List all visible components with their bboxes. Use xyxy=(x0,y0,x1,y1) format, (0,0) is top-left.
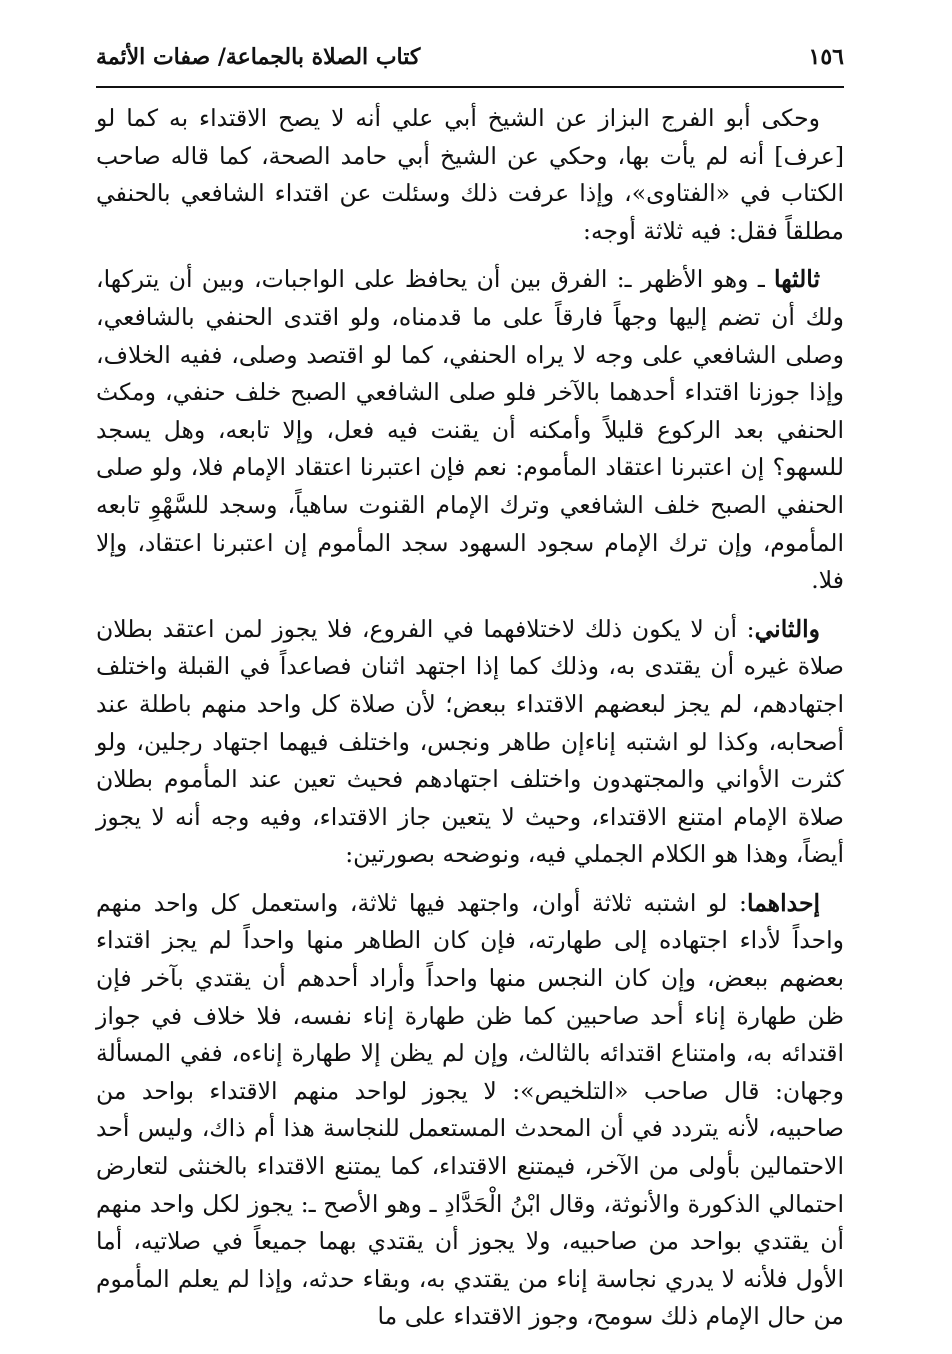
header-rule xyxy=(96,86,844,88)
paragraph-3-lead: والثاني xyxy=(754,614,820,643)
paragraph-4-text: : لو اشتبه ثلاثة أوان، واجتهد فيها ثلاثة، واستعمل كل واحد منهم واحداً لأداء اجتهاده إلى طهارته، فإن كان الطاهر منها واحداً لم يجز اقتداء بعضهم ببعض، وإن كان النجس منها واحداً وأراد أحدهم أن يقتدي بآخر فإن ظن طهارة إناء أحد صاحبين كما ظن طهارة إناء نفسه، فلا خلاف في جواز اقتدائه به، وامتناع اقتدائه بالثالث، وإن لم يظن إلا طهارة إناءه، ففي المسألة وجهان: قال صاحب «التلخيص»: لا يجوز لواحد منهم الاقتداء بواحد من صاحبيه، لأنه يتردد في أن المحدث المستعمل للنجاسة هذا أم ذاك، وليس أحد الاحتمالين بأولى من الآخر، فيمتنع الاقتداء، كما يمتنع الاقتداء بالخنثى لتعارض احتمالي الذكورة والأنوثة، وقال ابْنُ الْحَدَّادِ ـ وهو الأصح ـ: يجوز لكل واحد منهم أن يقتدي بواحد من صاحبيه، ولا يجوز أن يقتدي بهما جميعاً في صلاتيه، أما الأول فلأنه لا يدري نجاسة إناء من يقتدي به، وبقاء حدثه، وإذا لم يعلم المأموم من حال الإمام ذلك سومح، وجوز الاقتداء على ما xyxy=(96,888,844,1331)
body-text xyxy=(96,100,844,1347)
paragraph-2-text: ـ وهو الأظهر ـ: الفرق بين أن يحافظ على الواجبات، وبين أن يتركها، ولك أن تضم إليها وجهاً فارقاً على ما قدمناه، ولو اقتدى الحنفي بالشافعي، وصلى الشافعي على وجه لا يراه الحنفي، كما لو اقتصد وصلى، ففيه الخلاف، وإذا جوزنا اقتداء أحدهما بالآخر فلو صلى الشافعي الصبح خلف حنفي، ومكث الحنفي بعد الركوع قليلاً وأمكنه أن يقنت فيه فعل، وإلا تابعه، وهل يسجد للسهو؟ إن اعتبرنا اعتقاد المأموم: نعم فإن اعتبرنا اعتقاد الإمام فلا، ولو صلى الحنفي الصبح خلف الشافعي وترك الإمام القنوت ساهياً، وسجد للسَّهْوِ تابعه المأموم، وإن ترك الإمام سجود السهود سجد المأموم إن اعتبرنا اعتقاد، وإلا فلا. xyxy=(96,265,844,595)
paragraph-2 xyxy=(96,261,844,599)
paragraph-3 xyxy=(96,611,844,874)
paragraph-3-text: : أن لا يكون ذلك لاختلافهما في الفروع، فلا يجوز لمن اعتقد بطلان صلاة غيره أن يقتدى به، وذلك كما إذا اجتهد اثنان فصاعداً في القبلة واختلف اجتهادهم، لم يجز لبعضهم الاقتداء ببعض؛ لأن صلاة كل واحد منهم باطلة عند أصحابه، وكذا لو اشتبه إناءإن طاهر ونجس، واختلف فيهما اجتهاد رجلين، ولو كثرت الأواني والمجتهدون واختلف اجتهادهم فحيث تعين عند المأموم بطلان صلاة الإمام امتنع الاقتداء، وحيث لا يتعين جاز الاقتداء، وفيه وجه أنه لا يجوز أيضاً، وهذا هو الكلام الجملي فيه، ونوضحه بصورتين: xyxy=(96,614,844,869)
paragraph-2-lead: ثالثها xyxy=(774,265,820,294)
page-number: ١٥٦ xyxy=(808,44,844,70)
paragraph-1 xyxy=(96,100,844,250)
paragraph-1-text: وحكى أبو الفرج البزاز عن الشيخ أبي علي أنه لا يصح الاقتداء به كما لو [عرف] أنه لم يأت بها، وحكي عن الشيخ أبي حامد الصحة، كما قاله صاحب الكتاب في «الفتاوى»، وإذا عرفت ذلك وسئلت عن اقتداء الشافعي بالحنفي مطلقاً فقل: فيه ثلاثة أوجه: xyxy=(96,104,844,245)
running-title: كتاب الصلاة بالجماعة/ صفات الأئمة xyxy=(96,44,421,70)
page-header xyxy=(96,44,844,70)
paragraph-4 xyxy=(96,885,844,1336)
paragraph-4-lead: إحداهما xyxy=(746,888,820,917)
